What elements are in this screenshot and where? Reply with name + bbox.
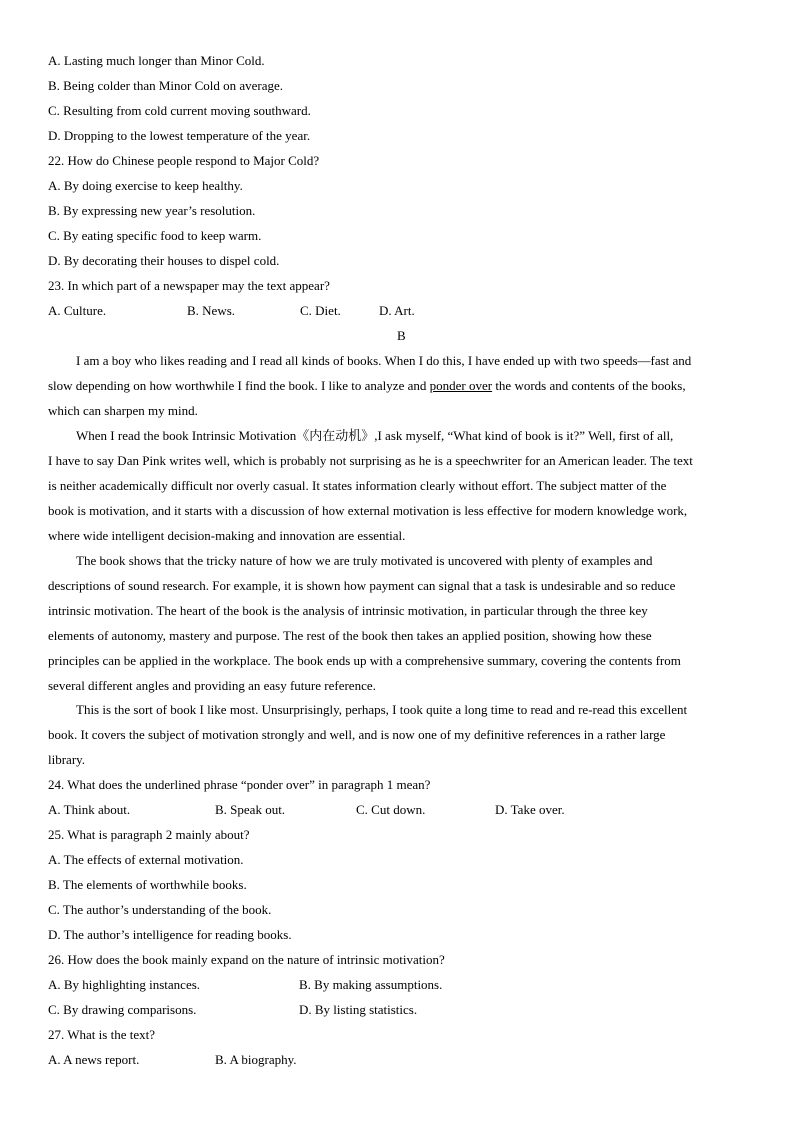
q21-option-b: B. Being colder than Minor Cold on average.	[48, 78, 284, 93]
q23-option-a: A. Culture.	[48, 303, 107, 318]
q25-option-c: C. The author’s understanding of the book.	[48, 902, 272, 917]
q27-question: 27. What is the text?	[48, 1027, 155, 1042]
p3-line-1: The book shows that the tricky nature of how we are truly motivated is uncovered with plenty of examples and	[76, 553, 653, 568]
p2-line-5: where wide intelligent decision-making and innovation are essential.	[48, 528, 406, 543]
p1-line-1: I am a boy who likes reading and I read all kinds of books. When I do this, I have ended up with two speeds—fast and	[76, 353, 692, 368]
p2-line-3: is neither academically difficult nor overly casual. It states information clearly without effort. The subject matter of the	[48, 478, 667, 493]
q26-option-d: D. By listing statistics.	[299, 1002, 418, 1017]
q26-option-b: B. By making assumptions.	[299, 977, 443, 992]
p1-line-3: which can sharpen my mind.	[48, 403, 198, 418]
q24-option-d: D. Take over.	[495, 802, 565, 817]
p2-line-2: I have to say Dan Pink writes well, which is probably not surprising as he is a speechwriter for an American leader. The text	[48, 453, 693, 468]
q24-question: 24. What does the underlined phrase “ponder over” in paragraph 1 mean?	[48, 777, 431, 792]
p1-line-2-start: slow depending on how worthwhile I find the book. I like to analyze and	[48, 378, 430, 393]
q27-option-b: B. A biography.	[215, 1052, 297, 1067]
p4-line-1: This is the sort of book I like most. Unsurprisingly, perhaps, I took quite a long time to read and re-read this excellent	[76, 702, 688, 717]
q25-option-b: B. The elements of worthwhile books.	[48, 877, 247, 892]
q24-option-a: A. Think about.	[48, 802, 131, 817]
p3-line-2: descriptions of sound research. For example, it is shown how payment can signal that a task is undesirable and so reduce	[48, 578, 676, 593]
q21-option-c: C. Resulting from cold current moving southward.	[48, 103, 311, 118]
section-label	[0, 328, 794, 344]
q22-question: 22. How do Chinese people respond to Major Cold?	[48, 153, 320, 168]
q22-option-d: D. By decorating their houses to dispel cold.	[48, 253, 280, 268]
q24-option-b: B. Speak out.	[215, 802, 286, 817]
p3-line-6: several different angles and providing an easy future reference.	[48, 678, 376, 693]
q26-option-a: A. By highlighting instances.	[48, 977, 201, 992]
q24-option-c: C. Cut down.	[356, 802, 426, 817]
q23-option-d: D. Art.	[379, 303, 415, 318]
p3-line-4: elements of autonomy, mastery and purpose. The rest of the book then takes an applied position, showing how these	[48, 628, 652, 643]
p3-line-5: principles can be applied in the workplace. The book ends up with a comprehensive summary, covering the contents from	[48, 653, 681, 668]
p2-line-4: book is motivation, and it starts with a discussion of how external motivation is less effective for modern knowledge work,	[48, 503, 688, 518]
p4-line-2: book. It covers the subject of motivation strongly and well, and is now one of my definitive references in a rather large	[48, 727, 666, 742]
q21-option-d: D. Dropping to the lowest temperature of the year.	[48, 128, 311, 143]
q22-option-c: C. By eating specific food to keep warm.	[48, 228, 262, 243]
q22-option-b: B. By expressing new year’s resolution.	[48, 203, 256, 218]
q25-option-d: D. The author’s intelligence for reading books.	[48, 927, 292, 942]
p1-line-2	[48, 378, 686, 394]
q22-option-a: A. By doing exercise to keep healthy.	[48, 178, 243, 193]
p2-line-1: When I read the book Intrinsic Motivation《内在动机》,I ask myself, “What kind of book is it?” Well, first of all,	[76, 428, 674, 443]
q23-option-c: C. Diet.	[300, 303, 341, 318]
q25-question: 25. What is paragraph 2 mainly about?	[48, 827, 250, 842]
p4-line-3: library.	[48, 752, 86, 767]
p1-line-2-end: the words and contents of the books,	[492, 378, 686, 393]
q27-option-a: A. A news report.	[48, 1052, 140, 1067]
q25-option-a: A. The effects of external motivation.	[48, 852, 244, 867]
q21-option-a: A. Lasting much longer than Minor Cold.	[48, 53, 265, 68]
q23-option-b: B. News.	[187, 303, 236, 318]
q26-option-c: C. By drawing comparisons.	[48, 1002, 197, 1017]
q23-question: 23. In which part of a newspaper may the text appear?	[48, 278, 330, 293]
ponder-over-underlined: ponder over	[429, 378, 493, 393]
p3-line-3: intrinsic motivation. The heart of the book is the analysis of intrinsic motivation, in particular through the three key	[48, 603, 648, 618]
q26-question: 26. How does the book mainly expand on the nature of intrinsic motivation?	[48, 952, 445, 967]
